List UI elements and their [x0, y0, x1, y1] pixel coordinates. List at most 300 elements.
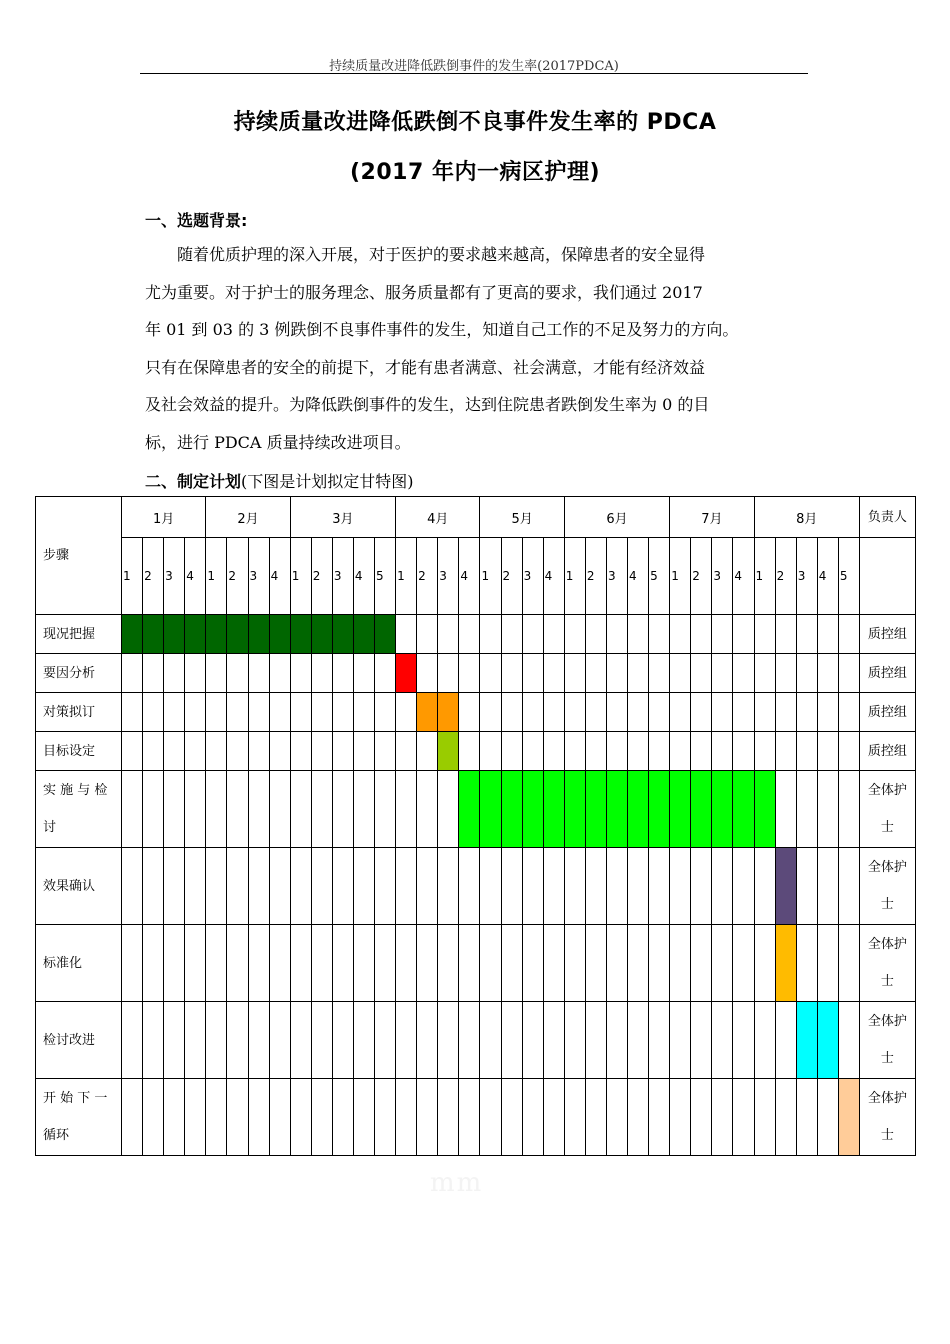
gantt-empty-cell: [628, 1002, 649, 1079]
gantt-empty-cell: [480, 925, 501, 1002]
gantt-empty-cell: [712, 1002, 733, 1079]
gantt-empty-cell: [269, 848, 290, 925]
gantt-empty-cell: [375, 848, 396, 925]
gantt-empty-cell: [290, 732, 311, 771]
week-header: 2: [227, 538, 248, 615]
gantt-empty-cell: [733, 1079, 754, 1156]
gantt-empty-cell: [164, 1079, 185, 1156]
gantt-empty-cell: [733, 1002, 754, 1079]
gantt-empty-cell: [459, 1079, 480, 1156]
gantt-empty-cell: [817, 1079, 838, 1156]
watermark: mm: [430, 1168, 484, 1198]
gantt-empty-cell: [269, 925, 290, 1002]
gantt-empty-cell: [417, 1079, 438, 1156]
document-subtitle: (2017 年内一病区护理): [350, 160, 600, 185]
gantt-empty-cell: [606, 1079, 627, 1156]
gantt-bar-cell: [332, 615, 353, 654]
gantt-bar-cell: [649, 771, 670, 848]
gantt-empty-cell: [817, 848, 838, 925]
gantt-empty-cell: [290, 771, 311, 848]
gantt-empty-cell: [332, 771, 353, 848]
gantt-empty-cell: [754, 1002, 775, 1079]
gantt-empty-cell: [122, 771, 143, 848]
gantt-empty-cell: [691, 925, 712, 1002]
gantt-empty-cell: [353, 848, 374, 925]
gantt-empty-cell: [754, 654, 775, 693]
gantt-empty-cell: [501, 693, 522, 732]
week-header: 3: [796, 538, 817, 615]
week-header: 2: [501, 538, 522, 615]
section-heading-plan-title: 二、制定计划: [145, 472, 242, 491]
gantt-empty-cell: [185, 1002, 206, 1079]
gantt-empty-cell: [332, 1002, 353, 1079]
gantt-empty-cell: [122, 654, 143, 693]
gantt-empty-cell: [396, 925, 417, 1002]
gantt-bar-cell: [375, 615, 396, 654]
week-header: 5: [649, 538, 670, 615]
gantt-empty-cell: [206, 771, 227, 848]
gantt-empty-cell: [733, 925, 754, 1002]
gantt-empty-cell: [122, 848, 143, 925]
gantt-bar-cell: [543, 771, 564, 848]
gantt-bar-cell: [691, 771, 712, 848]
gantt-empty-cell: [248, 1079, 269, 1156]
gantt-empty-cell: [480, 693, 501, 732]
gantt-empty-cell: [375, 1002, 396, 1079]
gantt-empty-cell: [438, 771, 459, 848]
gantt-empty-cell: [375, 693, 396, 732]
gantt-bar-cell: [311, 615, 332, 654]
gantt-empty-cell: [628, 1079, 649, 1156]
gantt-empty-cell: [606, 732, 627, 771]
gantt-empty-cell: [585, 654, 606, 693]
gantt-empty-cell: [375, 1079, 396, 1156]
gantt-empty-cell: [754, 848, 775, 925]
gantt-empty-cell: [185, 732, 206, 771]
gantt-empty-cell: [754, 1079, 775, 1156]
week-header: 4: [628, 538, 649, 615]
gantt-empty-cell: [459, 615, 480, 654]
gantt-task-row: [36, 615, 916, 654]
gantt-empty-cell: [754, 693, 775, 732]
gantt-empty-cell: [311, 693, 332, 732]
gantt-empty-cell: [585, 1002, 606, 1079]
week-header: 4: [185, 538, 206, 615]
gantt-empty-cell: [501, 1002, 522, 1079]
gantt-empty-cell: [775, 1002, 796, 1079]
month-header: 5月: [480, 497, 564, 538]
gantt-empty-cell: [227, 654, 248, 693]
gantt-empty-cell: [775, 654, 796, 693]
gantt-empty-cell: [164, 654, 185, 693]
gantt-empty-cell: [670, 654, 691, 693]
gantt-empty-cell: [417, 732, 438, 771]
gantt-empty-cell: [628, 732, 649, 771]
gantt-bar-cell: [838, 1079, 859, 1156]
gantt-chart-table: [35, 496, 916, 1156]
gantt-bar-cell: [775, 848, 796, 925]
gantt-empty-cell: [248, 693, 269, 732]
gantt-bar-cell: [122, 615, 143, 654]
gantt-empty-cell: [290, 1002, 311, 1079]
gantt-month-row: [36, 497, 916, 538]
gantt-empty-cell: [712, 925, 733, 1002]
gantt-bar-cell: [606, 771, 627, 848]
gantt-empty-cell: [375, 654, 396, 693]
week-header: 3: [438, 538, 459, 615]
gantt-empty-cell: [311, 848, 332, 925]
gantt-bar-cell: [670, 771, 691, 848]
gantt-bar-cell: [396, 654, 417, 693]
week-header: 4: [353, 538, 374, 615]
gantt-bar-cell: [438, 693, 459, 732]
gantt-empty-cell: [164, 732, 185, 771]
gantt-empty-cell: [480, 732, 501, 771]
gantt-empty-cell: [564, 732, 585, 771]
task-name: 要因分析: [36, 654, 122, 693]
gantt-empty-cell: [606, 693, 627, 732]
gantt-empty-cell: [143, 771, 164, 848]
gantt-empty-cell: [248, 654, 269, 693]
week-header: 4: [817, 538, 838, 615]
gantt-empty-cell: [691, 615, 712, 654]
week-header: 4: [543, 538, 564, 615]
gantt-empty-cell: [417, 925, 438, 1002]
gantt-empty-cell: [522, 732, 543, 771]
gantt-empty-cell: [522, 848, 543, 925]
gantt-empty-cell: [670, 615, 691, 654]
gantt-empty-cell: [817, 654, 838, 693]
gantt-empty-cell: [649, 732, 670, 771]
gantt-empty-cell: [712, 732, 733, 771]
gantt-empty-cell: [564, 1079, 585, 1156]
gantt-bar-cell: [480, 771, 501, 848]
task-responsible: 全体护 士: [859, 1002, 915, 1079]
gantt-empty-cell: [417, 1002, 438, 1079]
gantt-empty-cell: [585, 615, 606, 654]
gantt-empty-cell: [522, 654, 543, 693]
gantt-empty-cell: [691, 654, 712, 693]
gantt-empty-cell: [733, 693, 754, 732]
gantt-empty-cell: [438, 1079, 459, 1156]
paragraph-line: 随着优质护理的深入开展，对于医护的要求越来越高，保障患者的安全显得: [177, 245, 706, 264]
month-header: 6月: [564, 497, 669, 538]
gantt-empty-cell: [796, 615, 817, 654]
gantt-empty-cell: [206, 1002, 227, 1079]
gantt-bar-cell: [585, 771, 606, 848]
gantt-empty-cell: [522, 1002, 543, 1079]
gantt-task-row: [36, 654, 916, 693]
gantt-empty-cell: [332, 732, 353, 771]
gantt-empty-cell: [670, 1002, 691, 1079]
gantt-empty-cell: [311, 654, 332, 693]
week-header: 4: [459, 538, 480, 615]
task-responsible: 质控组: [859, 693, 915, 732]
gantt-empty-cell: [480, 848, 501, 925]
gantt-empty-cell: [480, 1002, 501, 1079]
gantt-empty-cell: [311, 1002, 332, 1079]
gantt-empty-cell: [248, 925, 269, 1002]
gantt-empty-cell: [606, 1002, 627, 1079]
gantt-empty-cell: [206, 654, 227, 693]
gantt-bar-cell: [290, 615, 311, 654]
gantt-empty-cell: [438, 848, 459, 925]
week-header: 3: [522, 538, 543, 615]
responsible-blank: [859, 538, 915, 615]
gantt-empty-cell: [332, 654, 353, 693]
gantt-empty-cell: [733, 615, 754, 654]
gantt-empty-cell: [185, 1079, 206, 1156]
task-responsible: 质控组: [859, 615, 915, 654]
gantt-empty-cell: [248, 848, 269, 925]
week-header: 1: [122, 538, 143, 615]
gantt-empty-cell: [480, 654, 501, 693]
gantt-empty-cell: [838, 1002, 859, 1079]
week-header: 1: [480, 538, 501, 615]
week-header: 3: [164, 538, 185, 615]
gantt-empty-cell: [311, 925, 332, 1002]
gantt-empty-cell: [332, 693, 353, 732]
gantt-empty-cell: [269, 732, 290, 771]
gantt-empty-cell: [606, 654, 627, 693]
gantt-empty-cell: [459, 925, 480, 1002]
gantt-empty-cell: [649, 848, 670, 925]
gantt-empty-cell: [649, 1079, 670, 1156]
gantt-empty-cell: [227, 925, 248, 1002]
gantt-empty-cell: [164, 1002, 185, 1079]
paragraph-line: 标，进行 PDCA 质量持续改进项目。: [145, 432, 411, 452]
gantt-bar-cell: [459, 771, 480, 848]
gantt-bar-cell: [564, 771, 585, 848]
section-heading-background: 一、选题背景:: [145, 211, 248, 230]
gantt-empty-cell: [501, 925, 522, 1002]
gantt-empty-cell: [838, 771, 859, 848]
week-header: 5: [375, 538, 396, 615]
gantt-empty-cell: [501, 732, 522, 771]
gantt-empty-cell: [227, 848, 248, 925]
gantt-empty-cell: [396, 615, 417, 654]
gantt-bar-cell: [206, 615, 227, 654]
gantt-task-row: [36, 1002, 916, 1079]
gantt-empty-cell: [438, 1002, 459, 1079]
gantt-empty-cell: [185, 693, 206, 732]
gantt-bar-cell: [269, 615, 290, 654]
task-name: 实 施 与 检 讨: [36, 771, 122, 848]
gantt-empty-cell: [290, 654, 311, 693]
week-header: 5: [838, 538, 859, 615]
gantt-bar-cell: [417, 693, 438, 732]
gantt-empty-cell: [206, 693, 227, 732]
month-header: 3月: [290, 497, 395, 538]
gantt-empty-cell: [838, 925, 859, 1002]
gantt-empty-cell: [164, 848, 185, 925]
week-header: 3: [712, 538, 733, 615]
gantt-empty-cell: [143, 654, 164, 693]
gantt-empty-cell: [438, 615, 459, 654]
gantt-empty-cell: [796, 693, 817, 732]
gantt-empty-cell: [396, 848, 417, 925]
gantt-empty-cell: [122, 1079, 143, 1156]
month-header: 7月: [670, 497, 754, 538]
gantt-empty-cell: [396, 1079, 417, 1156]
gantt-bar-cell: [775, 925, 796, 1002]
week-header: 4: [733, 538, 754, 615]
gantt-empty-cell: [733, 654, 754, 693]
gantt-empty-cell: [227, 1079, 248, 1156]
gantt-empty-cell: [649, 925, 670, 1002]
gantt-empty-cell: [248, 732, 269, 771]
gantt-empty-cell: [290, 693, 311, 732]
week-header: 2: [775, 538, 796, 615]
gantt-empty-cell: [332, 848, 353, 925]
gantt-empty-cell: [691, 1079, 712, 1156]
gantt-empty-cell: [480, 1079, 501, 1156]
gantt-empty-cell: [353, 1002, 374, 1079]
gantt-empty-cell: [838, 732, 859, 771]
gantt-empty-cell: [227, 771, 248, 848]
document-title: 持续质量改进降低跌倒不良事件发生率的 PDCA: [233, 110, 717, 135]
gantt-empty-cell: [606, 615, 627, 654]
task-responsible: 全体护 士: [859, 1079, 915, 1156]
gantt-empty-cell: [396, 771, 417, 848]
gantt-empty-cell: [628, 925, 649, 1002]
paragraph-line: 只有在保障患者的安全的前提下，才能有患者满意、社会满意，才能有经济效益: [145, 357, 706, 377]
gantt-empty-cell: [649, 1002, 670, 1079]
week-header: 1: [206, 538, 227, 615]
gantt-empty-cell: [670, 693, 691, 732]
week-header: 1: [754, 538, 775, 615]
gantt-empty-cell: [459, 732, 480, 771]
gantt-empty-cell: [164, 925, 185, 1002]
section-heading-plan: [145, 469, 414, 492]
gantt-empty-cell: [775, 1079, 796, 1156]
gantt-empty-cell: [522, 925, 543, 1002]
gantt-empty-cell: [712, 615, 733, 654]
week-header: 4: [269, 538, 290, 615]
gantt-empty-cell: [649, 654, 670, 693]
gantt-empty-cell: [353, 1079, 374, 1156]
gantt-empty-cell: [585, 693, 606, 732]
gantt-empty-cell: [206, 732, 227, 771]
gantt-empty-cell: [670, 848, 691, 925]
gantt-empty-cell: [143, 732, 164, 771]
gantt-empty-cell: [206, 1079, 227, 1156]
gantt-empty-cell: [754, 925, 775, 1002]
task-name: 效果确认: [36, 848, 122, 925]
gantt-empty-cell: [522, 693, 543, 732]
gantt-empty-cell: [522, 1079, 543, 1156]
gantt-empty-cell: [564, 925, 585, 1002]
gantt-empty-cell: [733, 732, 754, 771]
task-name: 检讨改进: [36, 1002, 122, 1079]
gantt-empty-cell: [628, 848, 649, 925]
gantt-empty-cell: [417, 848, 438, 925]
gantt-empty-cell: [712, 848, 733, 925]
gantt-empty-cell: [628, 654, 649, 693]
gantt-empty-cell: [754, 732, 775, 771]
task-name: 开 始 下 一 循环: [36, 1079, 122, 1156]
gantt-empty-cell: [775, 732, 796, 771]
gantt-empty-cell: [290, 1079, 311, 1156]
gantt-empty-cell: [501, 615, 522, 654]
gantt-empty-cell: [712, 1079, 733, 1156]
gantt-empty-cell: [522, 615, 543, 654]
gantt-empty-cell: [122, 925, 143, 1002]
gantt-empty-cell: [817, 615, 838, 654]
gantt-empty-cell: [543, 925, 564, 1002]
gantt-empty-cell: [164, 771, 185, 848]
gantt-empty-cell: [796, 848, 817, 925]
gantt-empty-cell: [122, 1002, 143, 1079]
gantt-empty-cell: [459, 693, 480, 732]
task-responsible: 质控组: [859, 654, 915, 693]
gantt-empty-cell: [543, 693, 564, 732]
gantt-empty-cell: [417, 654, 438, 693]
gantt-empty-cell: [670, 732, 691, 771]
gantt-bar-cell: [164, 615, 185, 654]
gantt-empty-cell: [775, 771, 796, 848]
week-header: 1: [670, 538, 691, 615]
gantt-empty-cell: [417, 615, 438, 654]
task-name: 对策拟订: [36, 693, 122, 732]
gantt-empty-cell: [817, 732, 838, 771]
gantt-empty-cell: [353, 654, 374, 693]
gantt-empty-cell: [628, 615, 649, 654]
gantt-empty-cell: [417, 771, 438, 848]
gantt-empty-cell: [311, 771, 332, 848]
gantt-empty-cell: [817, 693, 838, 732]
gantt-empty-cell: [290, 925, 311, 1002]
gantt-task-row: [36, 771, 916, 848]
background-paragraph: [145, 236, 807, 461]
gantt-empty-cell: [838, 848, 859, 925]
week-header: 2: [585, 538, 606, 615]
gantt-empty-cell: [353, 771, 374, 848]
gantt-empty-cell: [143, 1079, 164, 1156]
gantt-empty-cell: [606, 925, 627, 1002]
gantt-empty-cell: [796, 654, 817, 693]
gantt-empty-cell: [712, 654, 733, 693]
gantt-bar-cell: [353, 615, 374, 654]
week-header: 1: [396, 538, 417, 615]
gantt-empty-cell: [375, 771, 396, 848]
gantt-empty-cell: [628, 693, 649, 732]
gantt-empty-cell: [564, 848, 585, 925]
gantt-empty-cell: [838, 654, 859, 693]
gantt-empty-cell: [670, 1079, 691, 1156]
gantt-empty-cell: [606, 848, 627, 925]
gantt-empty-cell: [691, 1002, 712, 1079]
gantt-empty-cell: [796, 925, 817, 1002]
gantt-bar-cell: [438, 732, 459, 771]
gantt-empty-cell: [269, 693, 290, 732]
gantt-empty-cell: [396, 693, 417, 732]
gantt-empty-cell: [564, 693, 585, 732]
gantt-empty-cell: [543, 1079, 564, 1156]
month-header: 8月: [754, 497, 859, 538]
gantt-empty-cell: [185, 771, 206, 848]
gantt-bar-cell: [754, 771, 775, 848]
gantt-empty-cell: [311, 732, 332, 771]
section-heading-plan-note: (下图是计划拟定甘特图): [241, 472, 414, 491]
gantt-empty-cell: [543, 654, 564, 693]
week-header: 2: [311, 538, 332, 615]
gantt-task-row: [36, 693, 916, 732]
paragraph-line: 尤为重要。对于护士的服务理念、服务质量都有了更高的要求，我们通过 2017: [145, 282, 703, 302]
paragraph-line: 年 01 到 03 的 3 例跌倒不良事件事件的发生，知道自己工作的不足及努力的方向。: [145, 320, 739, 339]
week-header: 3: [606, 538, 627, 615]
responsible-header: 负责人: [859, 497, 915, 538]
